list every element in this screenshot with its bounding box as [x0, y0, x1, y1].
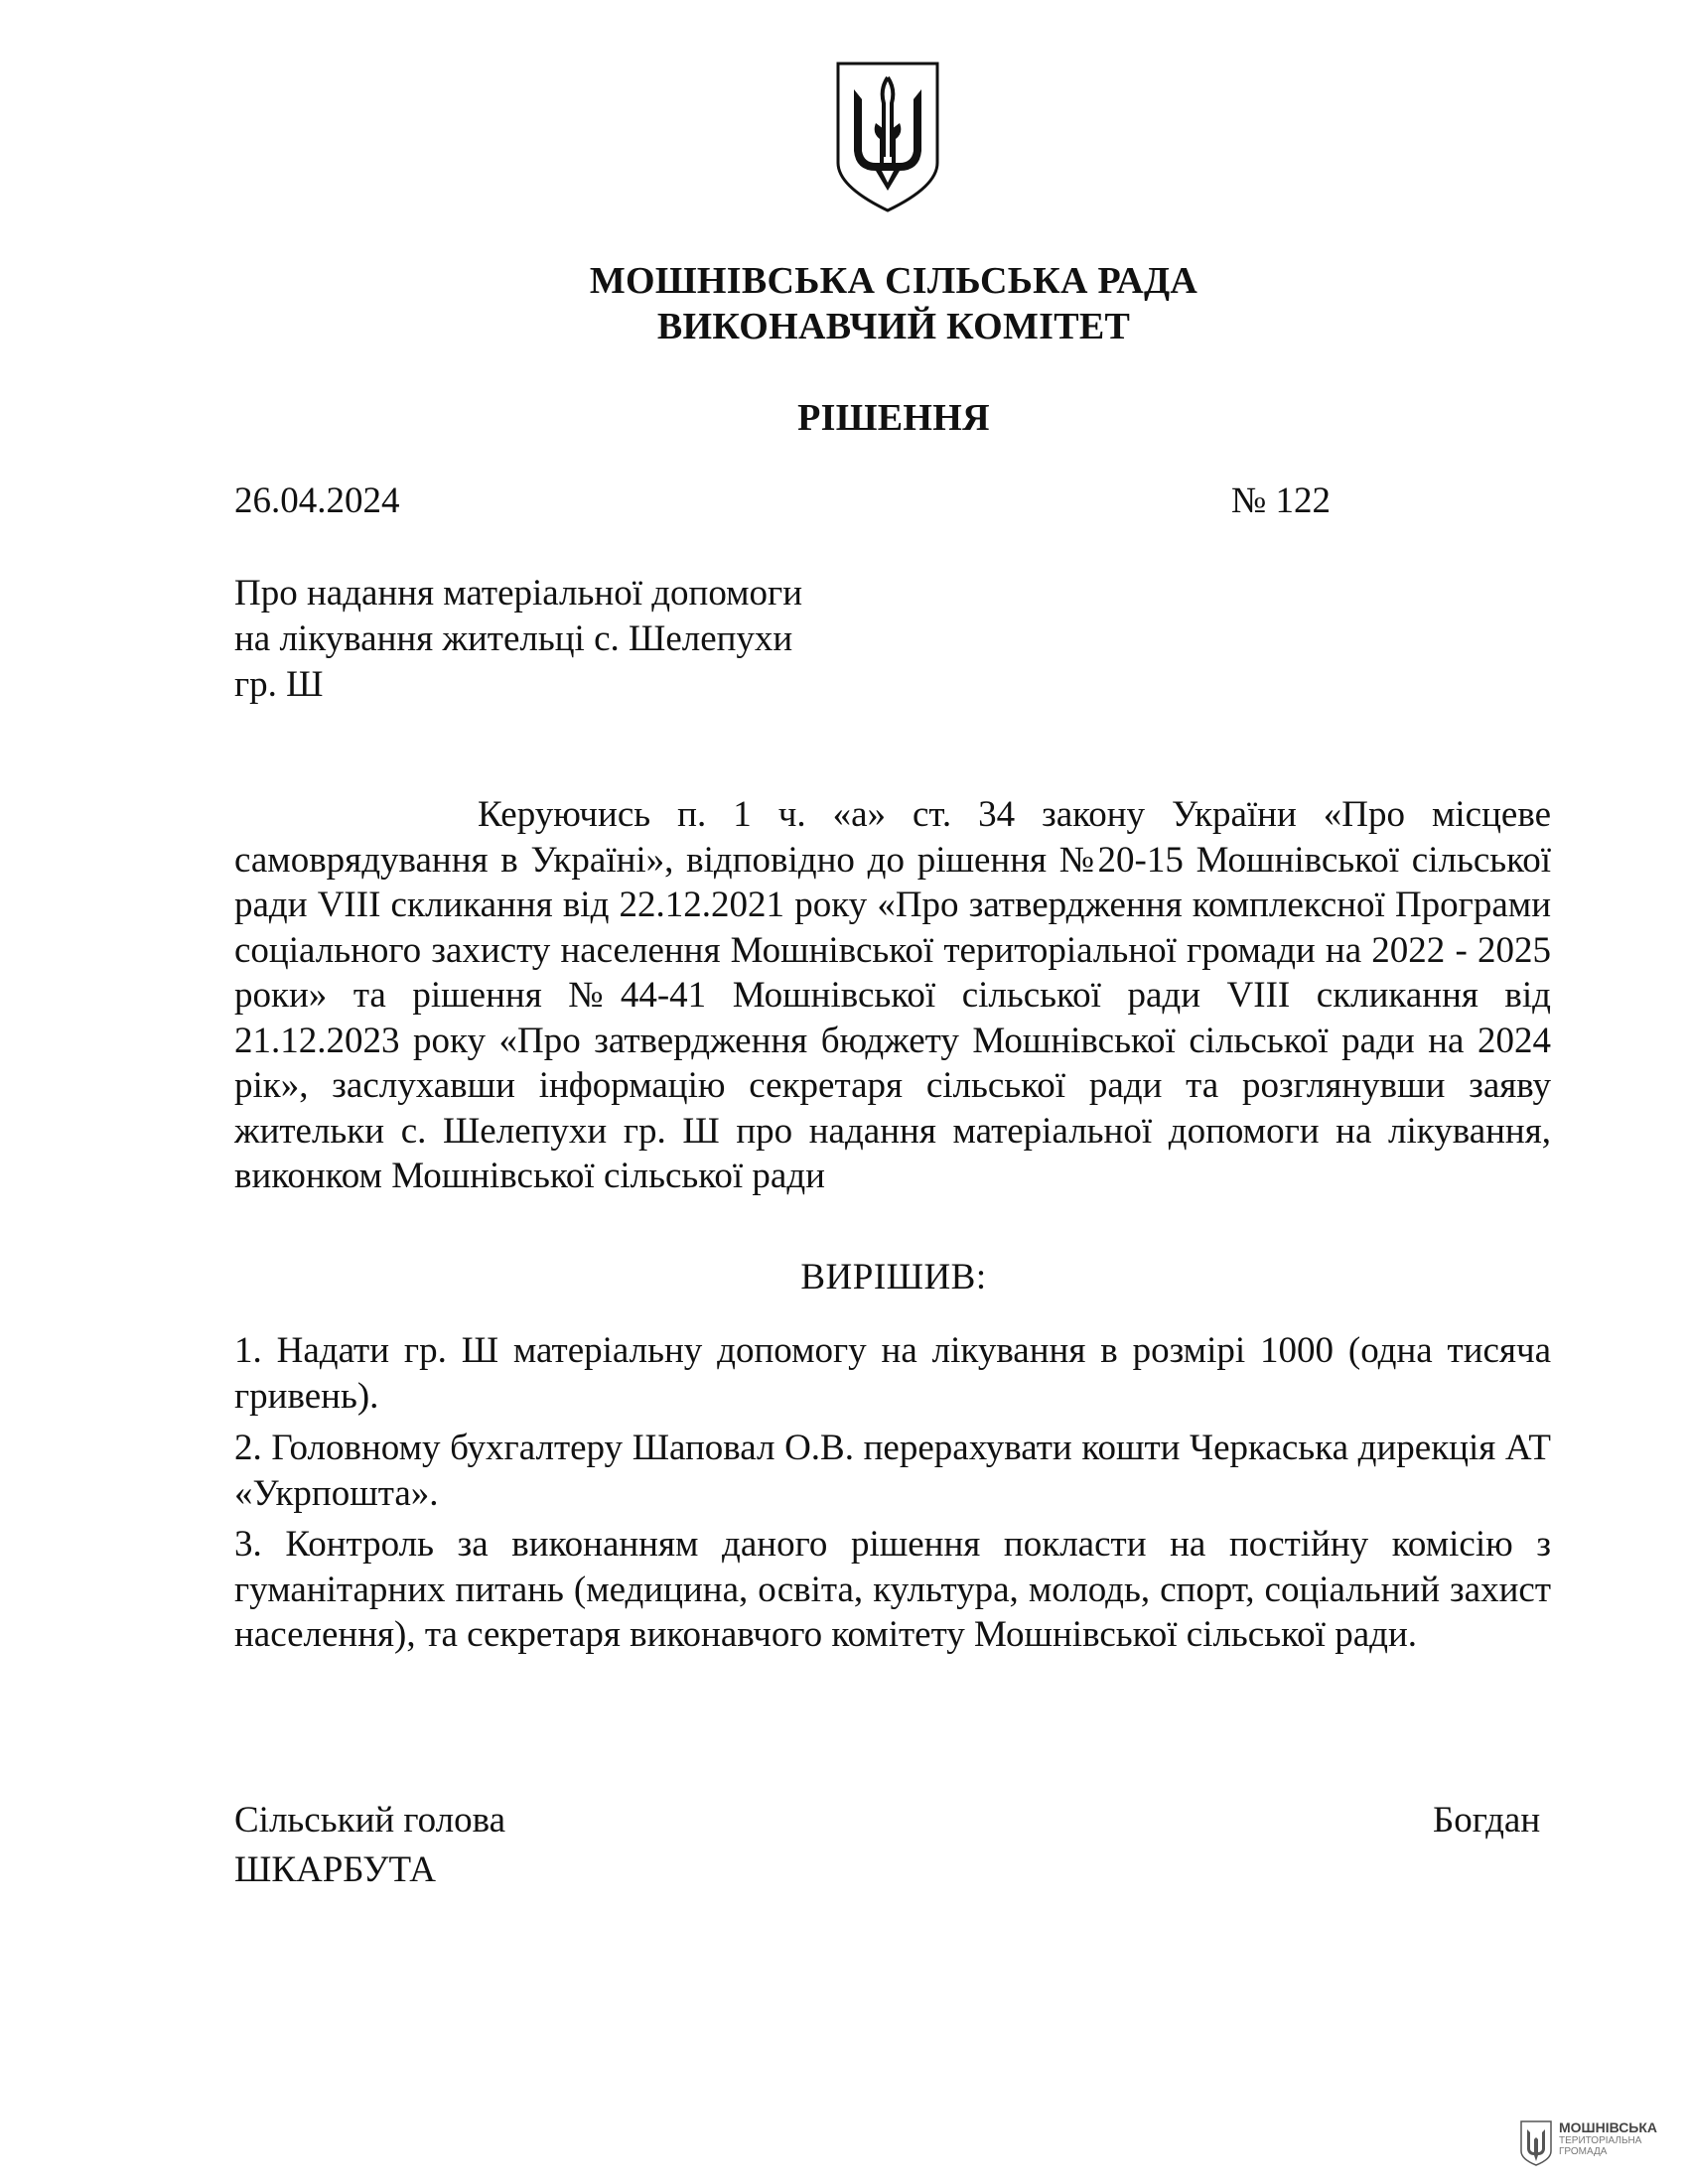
signatory-first-name: Богдан: [1433, 1800, 1541, 1841]
signatory-role: Сільський голова: [234, 1800, 506, 1841]
organization-name: МОШНІВСЬКА СІЛЬСЬКА РАДА: [589, 260, 1198, 302]
signatory-last-name: ШКАРБУТА: [234, 1849, 436, 1890]
watermark-subtitle: ГРОМАДА: [1559, 2146, 1608, 2157]
decision-item: 3. Контроль за виконанням даного рішення покласти на постійну комісію з гуманітарних питань (медицина, освіта, культура, молодь, спорт, соціальний захист населення), та секретаря виконавчого комітету Мошнівської сільської ради.: [234, 1524, 1551, 1655]
trident-icon: [1519, 2119, 1553, 2167]
subject-line: на лікування жительці с. Шелепухи: [234, 618, 793, 659]
decision-number: № 122: [1231, 480, 1332, 521]
decision-date: 26.04.2024: [234, 480, 400, 521]
decision-item: 2. Головному бухгалтеру Шаповал О.В. перерахувати кошти Черкаська дирекція АТ «Укрпошта».: [234, 1428, 1551, 1514]
decision-item: 1. Надати гр. Ш матеріальну допомогу на лікування в розмірі 1000 (одна тисяча гривень).: [234, 1330, 1551, 1417]
preamble-paragraph: Керуючись п. 1 ч. «а» ст. 34 закону України «Про місцеве самоврядування в Україні», відповідно до рішення №20-15 Мошнівської сільської ради VIII скликання від 22.12.2021 року «Про затвердження комплексної Програми соціального захисту населення Мошнівської територіальної громади на 2022 - 2025 роки» та рішення №44-41 Мошнівської сільської ради VIII скликання від 21.12.2023 року «Про затвердження бюджету Мошнівської сільської ради на 2024 рік», заслухавши інформацію секретаря сільської ради та розглянувши заяву жительки с. Шелепухи гр. Ш про надання матеріальної допомоги на лікування, виконком Мошнівської сільської ради: [234, 794, 1551, 1196]
ukraine-trident-coat-of-arms-icon: [834, 60, 941, 214]
subject-line: гр. Ш: [234, 664, 324, 705]
committee-name: ВИКОНАВЧИЙ КОМІТЕТ: [656, 306, 1131, 347]
subject-line: Про надання матеріальної допомоги: [234, 573, 803, 614]
community-watermark: [1519, 2119, 1657, 2167]
decision-subject: [234, 571, 802, 708]
watermark-subtitle: ТЕРИТОРІАЛЬНА: [1559, 2135, 1642, 2146]
resolved-heading: ВИРІШИВ:: [800, 1257, 987, 1297]
document-type-title: РІШЕННЯ: [797, 397, 990, 439]
watermark-name: МОШНІВСЬКА: [1559, 2119, 1658, 2135]
